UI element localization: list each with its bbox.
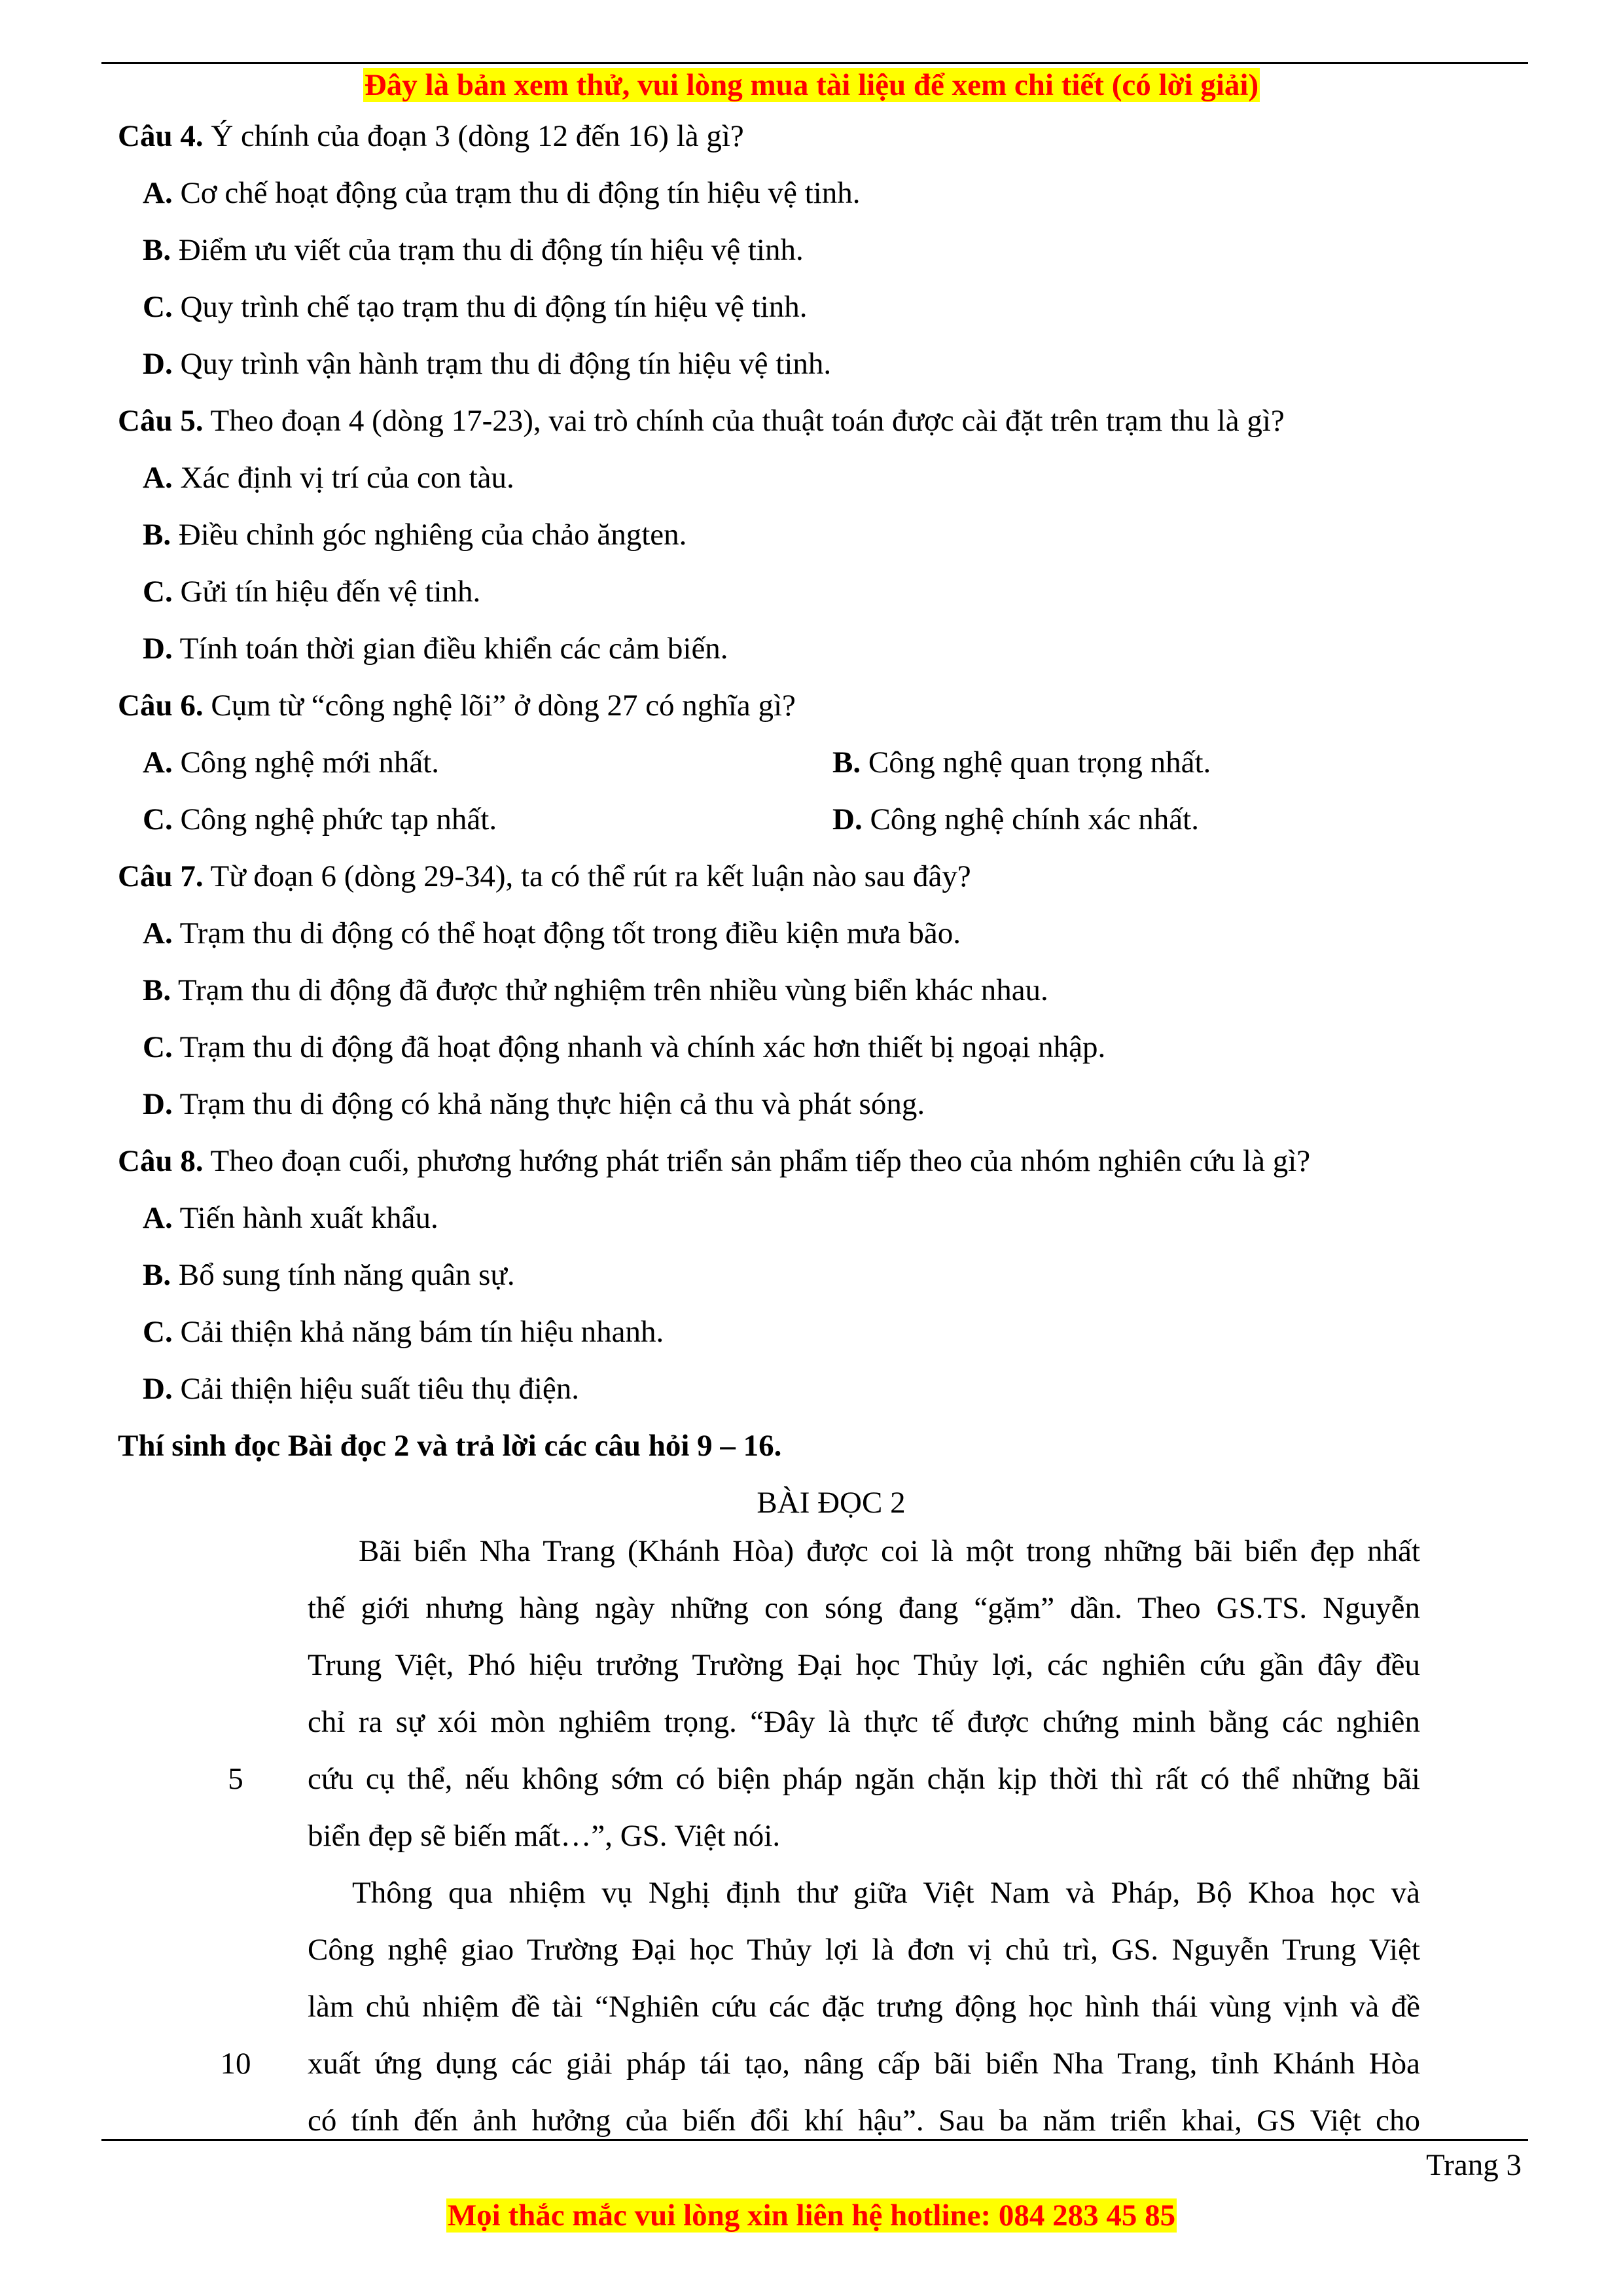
reading-title xyxy=(0,1483,1623,1522)
option-label: D. xyxy=(143,347,173,381)
question-4 xyxy=(118,117,744,156)
question-7 xyxy=(118,857,971,896)
option-7c xyxy=(143,1028,1105,1067)
option-label: B. xyxy=(143,233,171,267)
option-8b xyxy=(143,1255,515,1295)
option-label: B. xyxy=(143,1258,171,1292)
option-7d xyxy=(143,1085,925,1124)
line-number-5: 5 xyxy=(228,1762,243,1796)
option-5c xyxy=(143,572,480,611)
option-4d xyxy=(143,344,831,384)
option-label: A. xyxy=(143,461,173,495)
option-text: Điều chỉnh góc nghiêng của chảo ăngten. xyxy=(171,518,687,552)
option-text: Trạm thu di động có khả năng thực hiện cả thu và phát sóng. xyxy=(172,1087,925,1121)
option-5d xyxy=(143,629,728,668)
page-number: Trang 3 xyxy=(1426,2148,1522,2182)
bottom-rule xyxy=(101,2139,1528,2141)
option-text: Công nghệ phức tạp nhất. xyxy=(172,802,497,836)
reading-instruction: Thí sinh đọc Bài đọc 2 và trả lời các câu hỏi 9 – 16. xyxy=(118,1429,782,1463)
option-label: C. xyxy=(143,575,173,609)
option-text: Xác định vị trí của con tàu. xyxy=(172,461,514,495)
hotline-banner xyxy=(0,2196,1623,2235)
option-4c xyxy=(143,287,808,327)
passage-line: xuất ứng dụng các giải pháp tái tạo, nâng cấp bãi biển Nha Trang, tỉnh Khánh Hòa xyxy=(308,2047,1420,2081)
question-label: Câu 7. xyxy=(118,859,204,893)
option-text: Bổ sung tính năng quân sự. xyxy=(171,1258,515,1292)
passage-line: chỉ ra sự xói mòn nghiêm trọng. “Đây là thực tế được chứng minh bằng các nghiên xyxy=(308,1705,1420,1739)
line-number-10: 10 xyxy=(220,2047,251,2081)
option-text: Gửi tín hiệu đến vệ tinh. xyxy=(172,575,481,609)
question-8 xyxy=(118,1141,1310,1181)
option-label: C. xyxy=(143,290,173,324)
preview-banner-text: Đây là bản xem thử, vui lòng mua tài liệu để xem chi tiết (có lời giải) xyxy=(364,68,1259,102)
option-text: Công nghệ mới nhất. xyxy=(172,745,440,780)
option-text: Điểm ưu viết của trạm thu di động tín hiệu vệ tinh. xyxy=(171,233,804,267)
option-label: D. xyxy=(143,632,173,666)
option-text: Quy trình vận hành trạm thu di động tín hiệu vệ tinh. xyxy=(172,347,832,381)
option-text: Quy trình chế tạo trạm thu di động tín hiệu vệ tinh. xyxy=(172,290,808,324)
question-text: Cụm từ “công nghệ lõi” ở dòng 27 có nghĩa gì? xyxy=(203,689,796,723)
option-text: Trạm thu di động đã được thử nghiệm trên nhiều vùng biển khác nhau. xyxy=(171,973,1048,1007)
question-label: Câu 4. xyxy=(118,119,204,153)
option-label: C. xyxy=(143,1315,173,1349)
option-text: Tiến hành xuất khẩu. xyxy=(172,1201,438,1235)
option-5a xyxy=(143,458,514,497)
passage-line: thế giới nhưng hàng ngày những con sóng đang “gặm” dần. Theo GS.TS. Nguyễn xyxy=(308,1591,1420,1625)
passage-line: Bãi biển Nha Trang (Khánh Hòa) được coi là một trong những bãi biển đẹp nhất xyxy=(359,1534,1420,1568)
passage-line: Trung Việt, Phó hiệu trưởng Trường Đại học Thủy lợi, các nghiên cứu gần đây đều xyxy=(308,1648,1420,1682)
option-label: B. xyxy=(832,745,861,780)
option-text: Trạm thu di động đã hoạt động nhanh và chính xác hơn thiết bị ngoại nhập. xyxy=(172,1030,1106,1064)
option-4b xyxy=(143,230,804,270)
option-text: Công nghệ chính xác nhất. xyxy=(862,802,1199,836)
option-label: D. xyxy=(143,1087,173,1121)
question-6 xyxy=(118,686,796,725)
option-label: D. xyxy=(143,1372,173,1406)
option-8d xyxy=(143,1369,579,1408)
option-label: A. xyxy=(143,745,173,780)
option-text: Tính toán thời gian điều khiển các cảm biến. xyxy=(172,632,728,666)
option-text: Cơ chế hoạt động của trạm thu di động tín hiệu vệ tinh. xyxy=(172,176,861,210)
passage-line: biển đẹp sẽ biến mất…”, GS. Việt nói. xyxy=(308,1819,781,1853)
question-text: Theo đoạn 4 (dòng 17-23), vai trò chính của thuật toán được cài đặt trên trạm thu là gì? xyxy=(203,404,1285,438)
preview-banner xyxy=(0,65,1623,105)
option-8c xyxy=(143,1312,664,1352)
option-6b xyxy=(832,743,1211,782)
option-label: D. xyxy=(832,802,863,836)
option-label: C. xyxy=(143,1030,173,1064)
option-6d xyxy=(832,800,1199,839)
option-label: A. xyxy=(143,176,173,210)
option-label: A. xyxy=(143,916,173,950)
option-7b xyxy=(143,971,1048,1010)
reading-title-text: BÀI ĐỌC 2 xyxy=(757,1486,906,1520)
passage-line: Công nghệ giao Trường Đại học Thủy lợi là đơn vị chủ trì, GS. Nguyễn Trung Việt xyxy=(308,1933,1420,1967)
option-7a xyxy=(143,914,961,953)
question-label: Câu 5. xyxy=(118,404,204,438)
question-text: Ý chính của đoạn 3 (dòng 12 đến 16) là gì? xyxy=(203,119,744,153)
option-text: Cải thiện hiệu suất tiêu thụ điện. xyxy=(172,1372,580,1406)
option-8a xyxy=(143,1198,438,1238)
question-label: Câu 6. xyxy=(118,689,204,723)
top-rule xyxy=(101,62,1528,64)
option-label: B. xyxy=(143,973,171,1007)
passage-line: có tính đến ảnh hưởng của biến đổi khí hậu”. Sau ba năm triển khai, GS Việt cho xyxy=(308,2104,1420,2138)
hotline-banner-text: Mọi thắc mắc vui lòng xin liên hệ hotline: 084 283 45 85 xyxy=(447,2198,1176,2233)
option-4a xyxy=(143,173,861,213)
question-5 xyxy=(118,401,1285,440)
option-label: C. xyxy=(143,802,173,836)
option-6a xyxy=(143,743,439,782)
question-label: Câu 8. xyxy=(118,1144,204,1178)
option-label: B. xyxy=(143,518,171,552)
question-text: Theo đoạn cuối, phương hướng phát triển sản phẩm tiếp theo của nhóm nghiên cứu là gì? xyxy=(203,1144,1311,1178)
passage-line: cứu cụ thể, nếu không sớm có biện pháp ngăn chặn kịp thời thì rất có thể những bãi xyxy=(308,1762,1420,1796)
option-label: A. xyxy=(143,1201,173,1235)
question-text: Từ đoạn 6 (dòng 29-34), ta có thể rút ra kết luận nào sau đây? xyxy=(203,859,971,893)
option-6c xyxy=(143,800,497,839)
passage-line: làm chủ nhiệm đề tài “Nghiên cứu các đặc trưng động học hình thái vùng vịnh và đề xyxy=(308,1990,1420,2024)
option-text: Cải thiện khả năng bám tín hiệu nhanh. xyxy=(172,1315,664,1349)
option-text: Trạm thu di động có thể hoạt động tốt trong điều kiện mưa bão. xyxy=(172,916,961,950)
option-text: Công nghệ quan trọng nhất. xyxy=(861,745,1211,780)
option-5b xyxy=(143,515,687,554)
passage-line: Thông qua nhiệm vụ Nghị định thư giữa Việt Nam và Pháp, Bộ Khoa học và xyxy=(352,1876,1420,1910)
